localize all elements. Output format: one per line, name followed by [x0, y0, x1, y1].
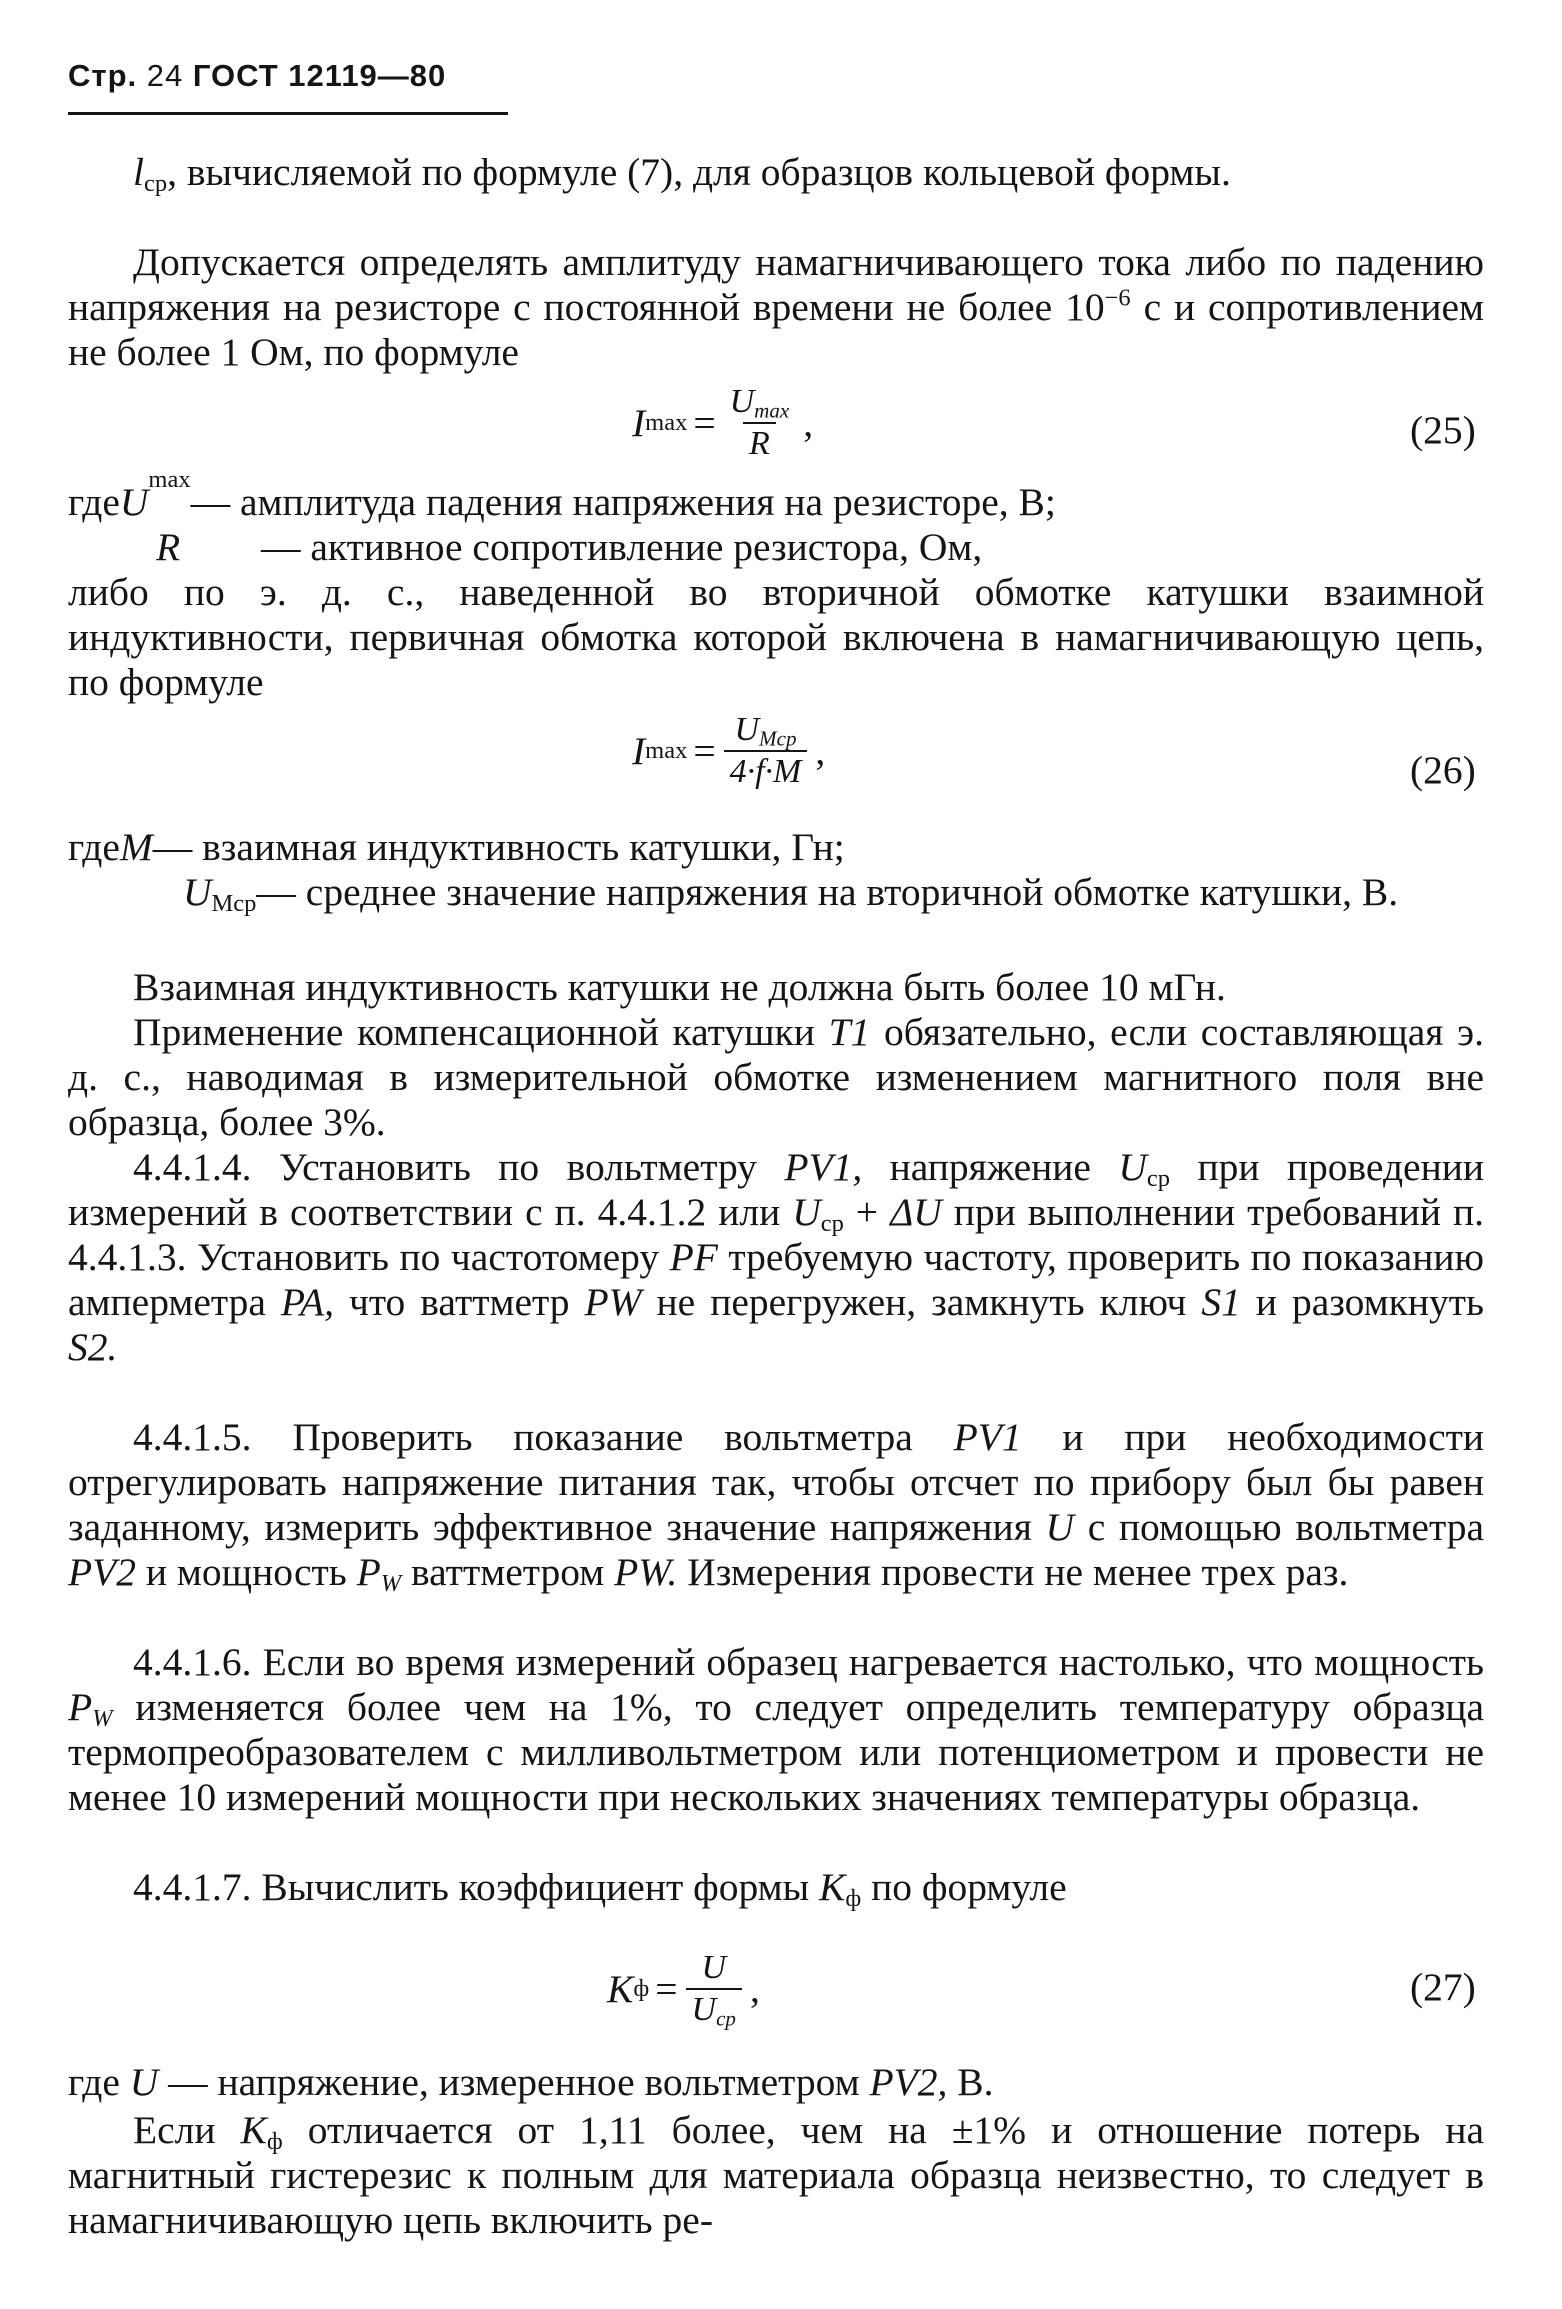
page-number: 24	[146, 58, 184, 93]
paragraph-9: 4.4.1.7. Вычислить коэффициент формы $K_ф$ по формуле	[133, 1865, 1067, 1913]
formula-27: K ф = $\frac{U}{U_{ср}}$ ,	[607, 1949, 760, 2031]
paragraph-6: 4.4.1.4. Установить по вольтметру PV1, напряжение $U_{ср}$ при проведении измерений в соответствии с п. 4.4.1.2 или $U_{ср} + \Delta U$ при выполнении требований п. 4.4.1.3. Установить по частотомеру PF требуемую частоту, проверить по показанию амперметра PA, что ваттметр PW не перегружен, замкнуть ключ S1 и разомкнуть S2.	[68, 1145, 1485, 1369]
formula-number-27: (27)	[1410, 1965, 1476, 2009]
paragraph-5: Применение компенсационной катушки T1 обязательно, если составляющая э. д. с., наводимая в измерительной обмотке изменением магнитного поля вне образца, более 3%.	[68, 1010, 1484, 1144]
paragraph-7: 4.4.1.5. Проверить показание вольтметра PV1 и при необходимости отрегулировать напряжение питания так, чтобы отсчет по прибору был бы равен заданному, измерить эффективное значение напряжения U с помощью вольтметра PV2 и мощность $P_W$ ваттметром PW. Измерения провести не менее трех раз.	[68, 1415, 1484, 1598]
definitions-26: где M — взаимная индуктивность катушки, Гн; $U_{Mcp}—$ среднее значение напряжения на вторичной обмотке катушки, В.	[68, 825, 1399, 918]
paragraph-2: Допускается определять амплитуду намагничивающего тока либо по падению напряжения на резисторе с постоянной времени не более $10^{-6}$ с и сопротивлением не более 1 Ом, по формуле	[68, 240, 1484, 374]
definitions-25: где U max — амплитуда падения напряжения на резисторе, В; R — активное сопротивление резистора, Ом,	[68, 466, 1056, 569]
formula-number-26: (26)	[1410, 748, 1476, 792]
paragraph-3: либо по э. д. с., наведенной во вторичной обмотке катушки взаимной индуктивности, первичная обмотка которой включена в намагничивающую цепь, по формуле	[68, 570, 1484, 704]
fraction: $\frac{U_{max}}{R}$	[729, 383, 790, 462]
formula-25: I max = $\frac{U_{max}}{R}$ ,	[632, 383, 814, 462]
formula-number-25: (25)	[1410, 408, 1476, 452]
fraction: $\frac{U}{U_{ср}}$	[686, 1948, 742, 2030]
paragraph-8: 4.4.1.6. Если во время измерений образец нагревается настолько, что мощность $P_W$ изменяется более чем на 1%, то следует определить температуру образца термопреобразователем с милливольтметром или потенциометром и провести не менее 10 измерений мощности при нескольких значениях температуры образца.	[68, 1640, 1484, 1819]
paragraph-10: Если $K_ф$ отличается от 1,11 более, чем на ±1% и отношение потерь на магнитный гистерезис к полным для материала образца неизвестно, то следует в намагничивающую цепь включить ре-	[68, 2108, 1484, 2242]
standard-code: ГОСТ 12119—80	[192, 58, 447, 93]
paragraph-1: $l_{ср}$, вычисляемой по формуле (7), для образцов кольцевой формы.	[133, 150, 1231, 198]
formula-26: I max = $\frac{U_{Mcp}}{4\cdot f\cdot M}$ ,	[632, 711, 826, 790]
fraction: $\frac{U_{Mcp}}{4\cdot f\cdot M}$	[724, 710, 808, 792]
page-prefix: Стр.	[68, 58, 138, 93]
header-rule	[68, 112, 508, 115]
definition-27: где U — напряжение, измеренное вольтметром PV2, В.	[68, 2060, 994, 2104]
paragraph-4: Взаимная индуктивность катушки не должна быть более 10 мГн.	[133, 965, 1226, 1009]
page-header	[68, 58, 446, 94]
